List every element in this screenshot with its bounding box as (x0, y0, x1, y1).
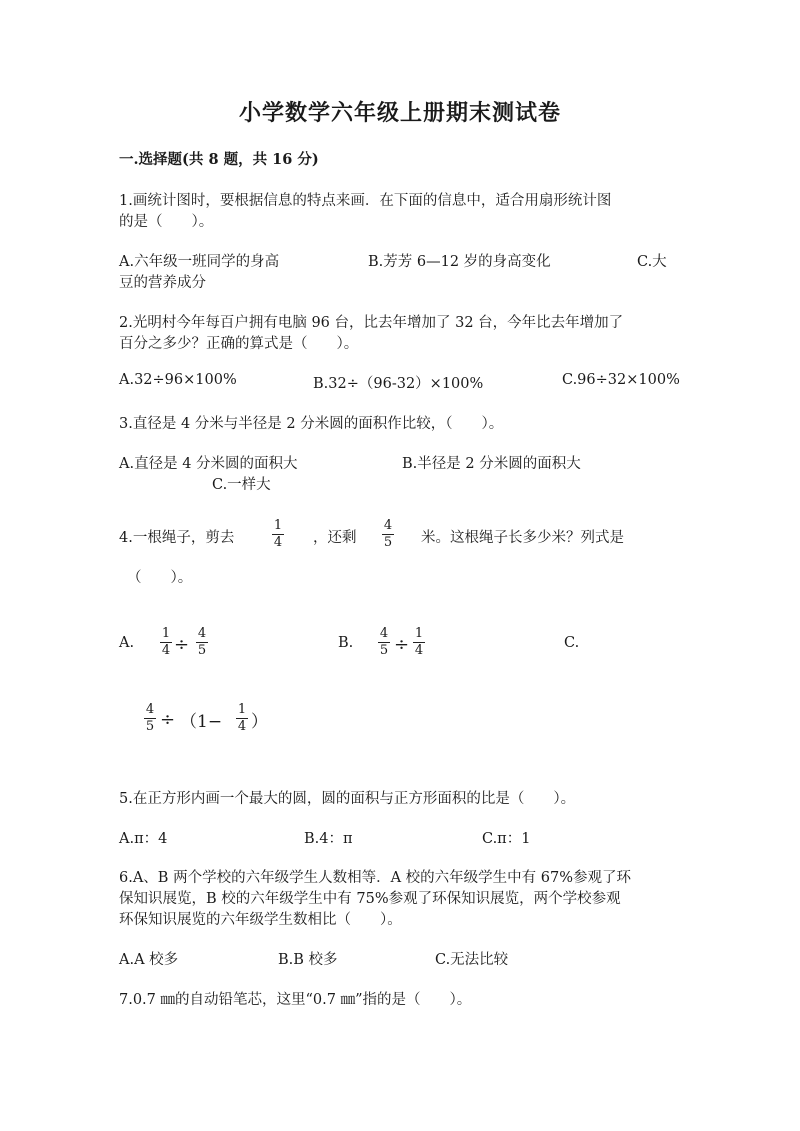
question-1-option-c: C.大 (637, 254, 667, 270)
question-6-option-c: C.无法比较 (435, 952, 509, 968)
question-5-option-c: C.π：1 (482, 831, 531, 847)
question-4-text-part-2: ，还剩 (313, 530, 357, 546)
question-1-text-line-1: 1.画统计图时，要根据信息的特点来画．在下面的信息中，适合用扇形统计图 (119, 193, 612, 209)
fraction-numerator: 1 (237, 702, 247, 717)
question-4-option-b-label: B. (338, 635, 354, 651)
question-1-option-b: B.芳芳 6—12 岁的身高变化 (368, 254, 551, 270)
fraction-denominator: 4 (237, 719, 247, 734)
fraction-numerator: 4 (383, 518, 393, 533)
fraction-denominator: 5 (145, 719, 155, 734)
question-5-option-a: A.π：4 (119, 831, 168, 847)
question-4-fraction-cut (272, 519, 284, 550)
question-4-fraction-remaining (382, 519, 394, 550)
section-heading: 一.选择题(共 8 题，共 16 分) (119, 151, 319, 168)
fraction-denominator: 5 (197, 643, 207, 658)
question-4-option-c-label: C. (564, 635, 580, 651)
fraction-numerator: 1 (414, 626, 424, 641)
fraction-numerator: 1 (273, 518, 283, 533)
fraction-denominator: 4 (414, 643, 424, 658)
page-title: 小学数学六年级上册期末测试卷 (238, 100, 561, 126)
fraction-denominator: 5 (383, 535, 393, 550)
option-b-fraction-1 (378, 627, 390, 658)
question-6-text-line-2: 保知识展览，B 校的六年级学生中有 75%参观了环保知识展览，两个学校参观 (119, 891, 621, 907)
question-2-option-c: C.96÷32×100% (562, 372, 680, 388)
question-6-option-a: A.A 校多 (119, 952, 179, 968)
fraction-denominator: 4 (273, 535, 283, 550)
question-1-option-a: A.六年级一班同学的身高 (119, 254, 280, 270)
fraction-denominator: 4 (161, 643, 171, 658)
question-6-text-line-1: 6.A、B 两个学校的六年级学生人数相等．A 校的六年级学生中有 67%参观了环 (119, 870, 631, 886)
option-a-fraction-2 (196, 627, 208, 658)
fraction-numerator: 4 (379, 626, 389, 641)
question-2-option-a: A.32÷96×100% (119, 372, 237, 388)
fraction-numerator: 4 (197, 626, 207, 641)
question-2-option-b: B.32÷（96-32）×100% (313, 376, 484, 392)
question-4-text-part-1: 4.一根绳子，剪去 (119, 530, 235, 546)
question-6-text-line-3: 环保知识展览的六年级学生数相比（ ）。 (119, 912, 402, 928)
option-c-fraction-2 (236, 703, 248, 734)
option-b-fraction-2 (413, 627, 425, 658)
fraction-numerator: 4 (145, 702, 155, 717)
question-3-option-a: A.直径是 4 分米圆的面积大 (119, 456, 298, 472)
fraction-denominator: 5 (379, 643, 389, 658)
question-4-option-a-label: A. (119, 635, 135, 651)
question-6-option-b: B.B 校多 (278, 952, 338, 968)
question-7-text-line-1: 7.0.7 ㎜的自动铅笔芯，这里“0.7 ㎜”指的是（ ）。 (119, 992, 472, 1008)
option-c-fraction-1 (144, 703, 156, 734)
question-1-text-line-2: 的是（ ）。 (119, 214, 214, 230)
question-2-text-line-2: 百分之多少？正确的算式是（ ）。 (119, 336, 359, 352)
option-c-divide-sign: ÷ (160, 709, 176, 730)
option-c-close-paren: ） (251, 712, 268, 732)
fraction-numerator: 1 (161, 626, 171, 641)
question-3-text-line-1: 3.直径是 4 分米与半径是 2 分米圆的面积作比较，（ ）。 (119, 416, 504, 432)
option-a-divide-sign: ÷ (174, 634, 190, 655)
question-5-text-line-1: 5.在正方形内画一个最大的圆，圆的面积与正方形面积的比是（ ）。 (119, 791, 576, 807)
question-3-option-c: C.一样大 (212, 477, 271, 493)
option-c-paren-expression: （1− (180, 712, 223, 732)
question-1-option-c-continued: 豆的营养成分 (119, 275, 206, 291)
question-4-text-part-3: 米。这根绳子长多少米？列式是 (421, 530, 624, 546)
question-5-option-b: B.4：π (304, 831, 353, 847)
question-4-text-line-2: （ ）。 (127, 570, 193, 586)
question-2-text-line-1: 2.光明村今年每百户拥有电脑 96 台，比去年增加了 32 台，今年比去年增加了 (119, 315, 624, 331)
option-b-divide-sign: ÷ (394, 634, 410, 655)
option-a-fraction-1 (160, 627, 172, 658)
question-3-option-b: B.半径是 2 分米圆的面积大 (402, 456, 581, 472)
